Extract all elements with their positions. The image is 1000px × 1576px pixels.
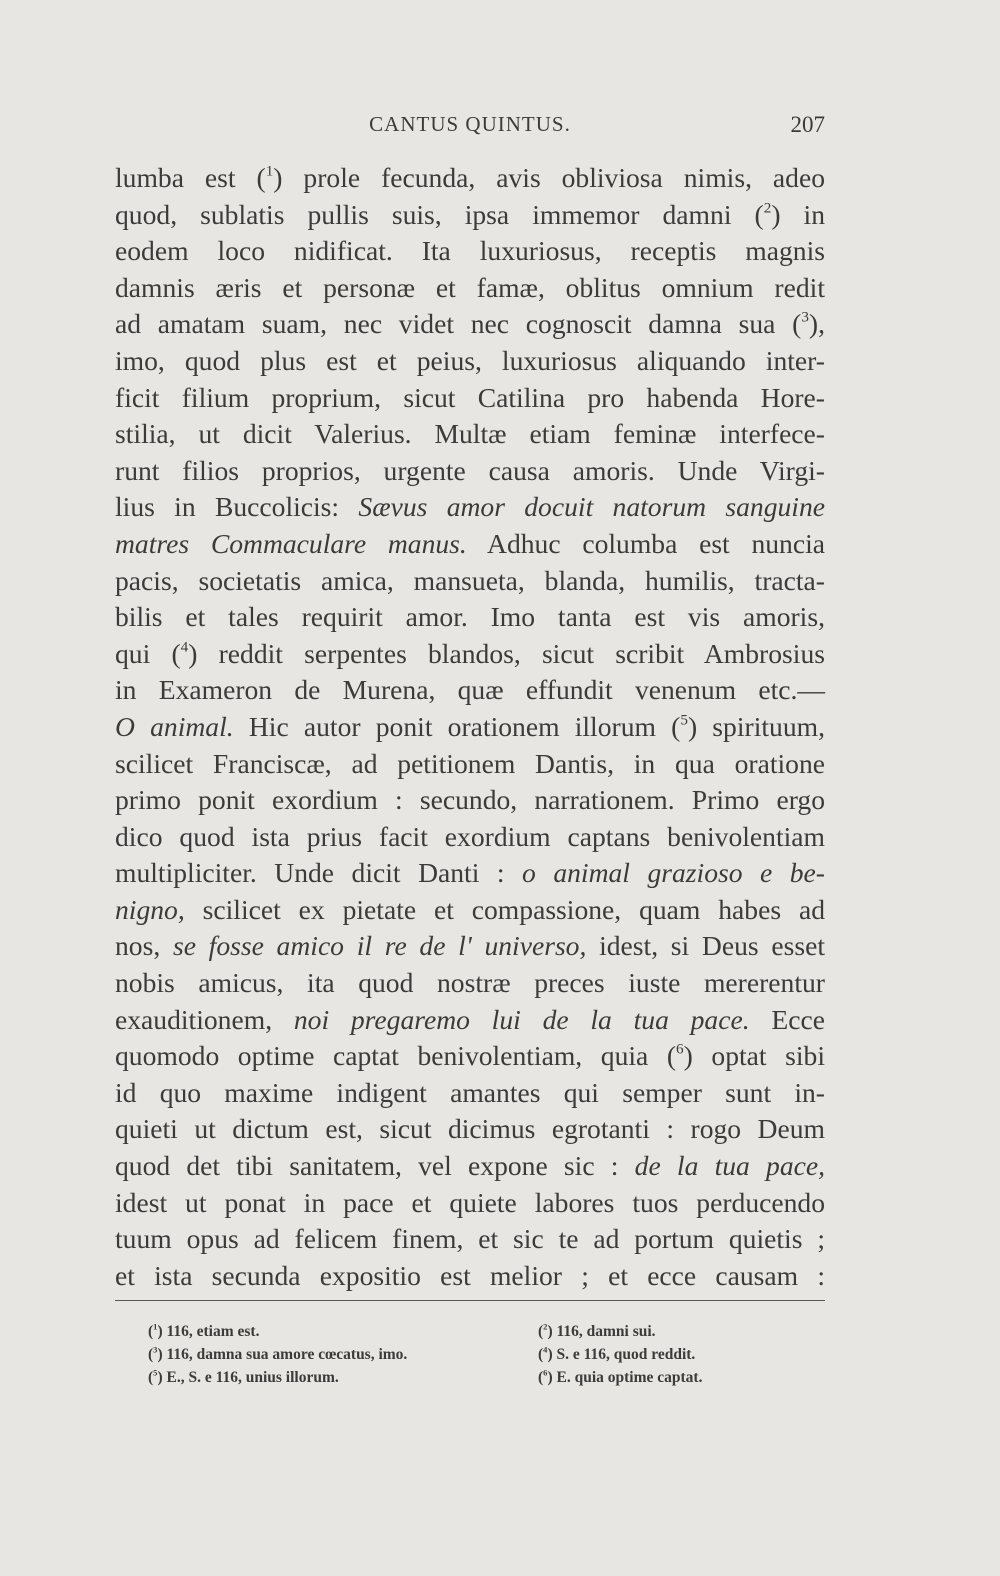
footnote-text: 116, damna sua amore cœcatus, imo. [162, 1346, 408, 1363]
text-line [115, 563, 825, 600]
text-line [115, 1221, 825, 1258]
italic-text: Sævus amor docuit natorum sanguine [358, 491, 826, 523]
text-segment: quomodo optime captat benivolentiam, quia ( [115, 1040, 677, 1072]
text-line [115, 270, 825, 307]
page-number: 207 [790, 112, 825, 137]
footnote-text: E. quia optime captat. [552, 1369, 703, 1386]
text-segment: lius in Buccolicis: [115, 491, 359, 523]
text-line [115, 855, 825, 892]
text-segment: quieti ut dictum est, sicut dicimus egrotanti : rogo Deum [115, 1113, 825, 1145]
text-segment: id quo maxime indigent amantes qui semper sunt in- [115, 1076, 825, 1108]
footnote-text: E., S. e 116, unius illorum. [162, 1369, 339, 1386]
text-segment: Ecce [749, 1003, 825, 1035]
text-segment: scilicet ex pietate et compassione, quam habes ad [184, 893, 825, 925]
text-line [115, 709, 825, 746]
footnote-text: 116, etiam est. [162, 1323, 260, 1340]
text-segment: exauditionem, [115, 1003, 294, 1035]
text-segment: tuum opus ad felicem finem, et sic te ad portum quietis ; [115, 1223, 825, 1255]
text-segment: scilicet Franciscæ, ad petitionem Dantis, in qua oratione [115, 747, 825, 779]
text-segment: dico quod ista prius facit exordium captans benivolentiam [115, 820, 825, 852]
italic-text: O animal. [115, 710, 234, 742]
text-segment: lumba est ( [115, 162, 266, 193]
footnote: ($^2$) 116, damni sui. [538, 1321, 656, 1340]
footnote-number: 4 [543, 1344, 548, 1355]
footnote: ($^4$) S. e 116, quod reddit. [538, 1344, 696, 1363]
italic-text: noi pregaremo lui de la tua pace. [293, 1003, 750, 1035]
body-text [115, 160, 825, 1294]
footnote-row [148, 1366, 828, 1389]
footnote-text: S. e 116, quod reddit. [552, 1346, 696, 1363]
text-segment: primo ponit exordium : secundo, narrationem. Primo ergo [115, 784, 825, 816]
text-line [115, 416, 825, 453]
text-segment: runt filios proprios, urgente causa amoris. Unde Virgi- [115, 454, 825, 486]
page-header [115, 112, 825, 152]
italic-text: o animal grazioso e be- [522, 857, 825, 889]
italic-text: nigno, [115, 893, 185, 925]
footnote-rule [115, 1300, 825, 1301]
italic-text: matres Commaculare manus. [115, 527, 467, 559]
text-segment: eodem loco nidificat. Ita luxuriosus, receptis magnis [115, 235, 825, 267]
text-segment: quod det tibi sanitatem, vel expone sic : [115, 1150, 635, 1182]
text-segment: ) in [771, 198, 825, 230]
italic-text: se fosse amico il re de l' universo, [172, 930, 587, 962]
text-line [115, 746, 825, 783]
text-line [115, 1075, 825, 1112]
footnotes [148, 1320, 828, 1389]
text-segment: nobis amicus, ita quod nostræ preces iuste mererentur [115, 967, 825, 999]
text-segment: damnis æris et personæ et famæ, oblitus omnium redit [115, 271, 825, 303]
text-line [115, 928, 825, 965]
text-line [115, 343, 825, 380]
text-line [115, 380, 825, 417]
text-segment: nos, [115, 930, 173, 962]
text-segment: multipliciter. Unde dicit Danti : [115, 857, 523, 889]
text-line [115, 599, 825, 636]
footnote-marker: 1 [265, 162, 274, 180]
footnote-number: 5 [153, 1367, 158, 1378]
text-segment: ), [808, 308, 825, 340]
running-title: CANTUS QUINTUS. [369, 112, 571, 136]
text-segment: Adhuc columba est nuncia [466, 527, 825, 559]
text-segment: quod, sublatis pullis suis, ipsa immemor damni ( [115, 198, 764, 230]
text-segment: stilia, ut dicit Valerius. Multæ etiam feminæ interfece- [115, 418, 825, 450]
text-segment: imo, quod plus est et peius, luxuriosus aliquando inter- [115, 344, 825, 376]
text-line [115, 489, 825, 526]
footnote-marker: 2 [763, 199, 772, 217]
text-line [115, 965, 825, 1002]
text-segment: ) reddit serpentes blandos, sicut scribit Ambrosius [188, 637, 825, 669]
text-line [115, 1258, 825, 1295]
text-line [115, 1038, 825, 1075]
footnote-marker: 3 [801, 309, 809, 326]
footnote-number: 1 [153, 1321, 158, 1332]
text-line [115, 672, 825, 709]
footnote: ($^1$) 116, etiam est. [148, 1321, 260, 1340]
text-line [115, 233, 825, 270]
text-segment: Hic autor ponit orationem illorum ( [233, 710, 681, 742]
text-segment: ficit filium proprium, sicut Catilina pro habenda Hore- [115, 381, 825, 413]
footnote-number: 6 [543, 1367, 548, 1378]
text-line [115, 306, 825, 343]
text-line [115, 526, 825, 563]
text-line [115, 1002, 825, 1039]
text-line [115, 453, 825, 490]
footnote: ($^3$) 116, damna sua amore cœcatus, imo. [148, 1344, 408, 1363]
text-line [115, 1111, 825, 1148]
footnote-row [148, 1320, 828, 1343]
text-line [115, 160, 825, 197]
text-segment: idest, si Deus esset [586, 930, 825, 962]
footnote-number: 3 [153, 1344, 158, 1355]
footnote: ($^5$) E., S. e 116, unius illorum. [148, 1367, 339, 1386]
text-segment: ) spirituum, [687, 710, 825, 742]
text-line [115, 197, 825, 234]
italic-text: de la tua pace, [634, 1150, 826, 1182]
footnote-row [148, 1343, 828, 1366]
footnote-number: 2 [543, 1321, 548, 1332]
text-line [115, 819, 825, 856]
text-segment: in Exameron de Murena, quæ effundit venenum etc.— [115, 674, 825, 706]
footnote: ($^6$) E. quia optime captat. [538, 1367, 703, 1386]
text-line [115, 1185, 825, 1222]
text-line [115, 636, 825, 673]
text-segment: qui ( [115, 637, 181, 669]
footnote-marker: 6 [676, 1040, 684, 1058]
text-line [115, 892, 825, 929]
text-segment: ) prole fecunda, avis obliviosa nimis, adeo [273, 162, 826, 193]
text-segment: ) optat sibi [683, 1040, 826, 1072]
footnote-marker: 5 [680, 711, 688, 729]
text-segment: bilis et tales requirit amor. Imo tanta est vis amoris, [115, 601, 825, 633]
text-line [115, 1148, 825, 1185]
text-segment: ad amatam suam, nec videt nec cognoscit damna sua ( [115, 308, 802, 340]
footnote-marker: 4 [180, 638, 189, 656]
text-segment: et ista secunda expositio est melior ; et ecce causam : [115, 1259, 825, 1291]
text-segment: idest ut ponat in pace et quiete labores tuos perducendo [115, 1186, 825, 1218]
footnote-text: 116, damni sui. [552, 1323, 656, 1340]
text-line [115, 782, 825, 819]
text-segment: pacis, societatis amica, mansueta, blanda, humilis, tracta- [115, 564, 825, 596]
